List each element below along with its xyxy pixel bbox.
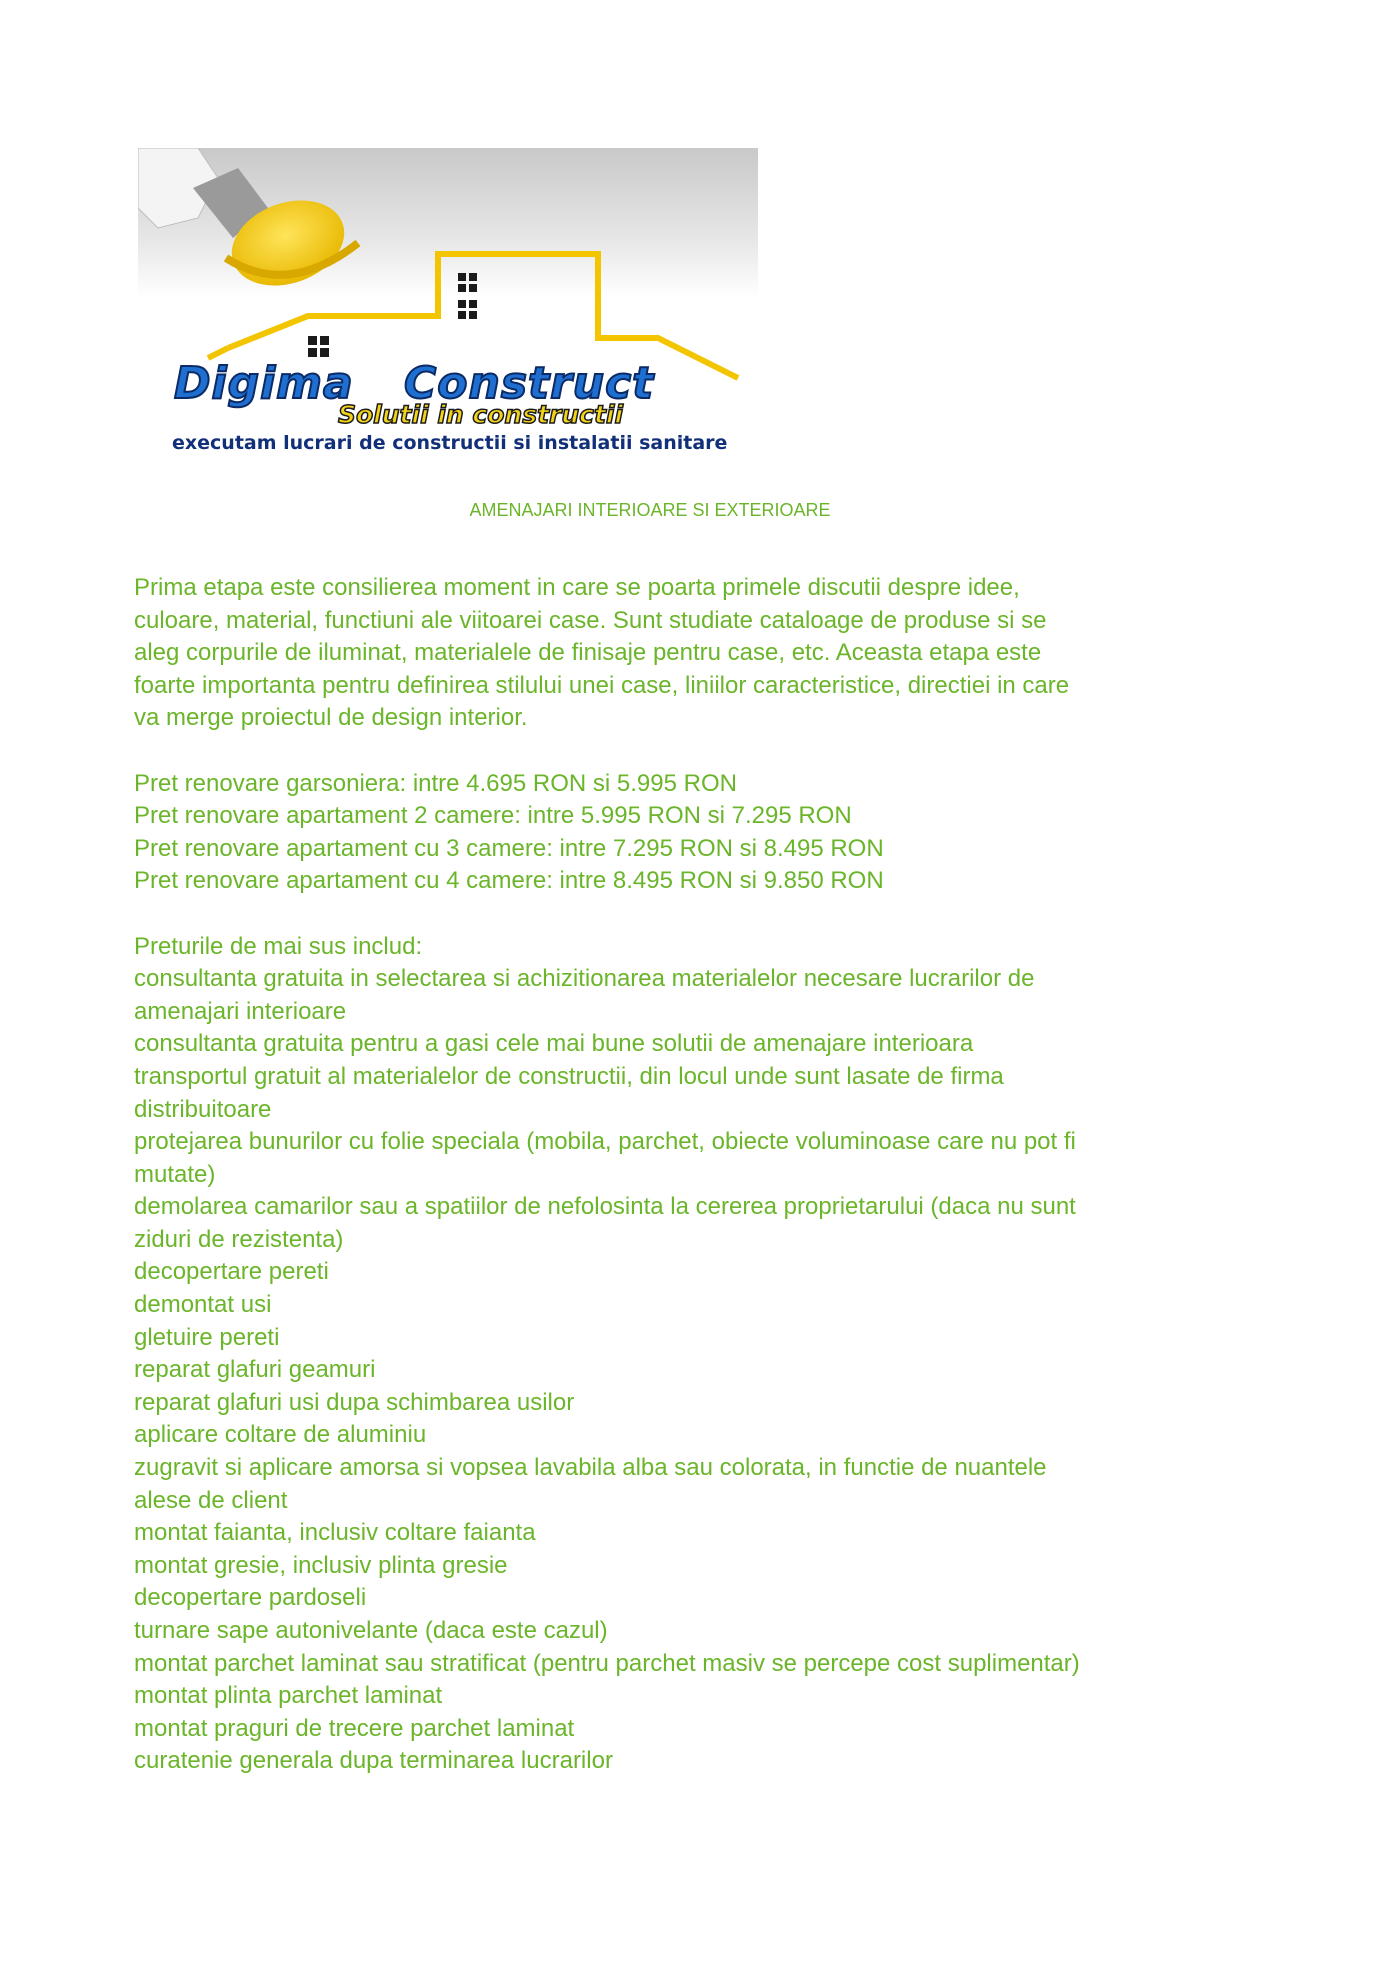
spacer	[134, 735, 1284, 768]
includes-item: gletuire pereti	[134, 1323, 280, 1351]
includes-item: amenajari interioare	[134, 997, 347, 1025]
intro-line: culoare, material, functiuni ale viitoarei case. Sunt studiate cataloage de produse si se	[134, 606, 1047, 634]
logo-text	[138, 148, 758, 468]
price-item: Pret renovare apartament 2 camere: intre 5.995 RON si 7.295 RON	[134, 802, 852, 830]
includes-item: montat plinta parchet laminat	[134, 1682, 443, 1710]
logo-services-tagline: executam lucrari de constructii si instalatii sanitare	[172, 432, 728, 454]
includes-item: consultanta gratuita in selectarea si achizitionarea materialelor necesare lucrarilor de	[134, 965, 1035, 993]
includes-item: demolarea camarilor sau a spatiilor de nefolosinta la cererea proprietarului (daca nu sunt	[134, 1193, 1076, 1221]
price-item: Pret renovare apartament cu 4 camere: intre 8.495 RON si 9.850 RON	[134, 867, 884, 895]
includes-item: reparat glafuri usi dupa schimbarea usilor	[134, 1388, 575, 1416]
includes-item: distribuitoare	[134, 1095, 272, 1123]
includes-item: turnare sape autonivelante (daca este cazul)	[134, 1617, 608, 1644]
price-item: Pret renovare garsoniera: intre 4.695 RON si 5.995 RON	[134, 769, 737, 797]
includes-item: decopertare pereti	[134, 1258, 329, 1286]
includes-item: decopertare pardoseli	[134, 1584, 367, 1612]
includes-item: curatenie generala dupa terminarea lucrarilor	[134, 1747, 613, 1775]
logo-slogan: Solutii in constructii	[338, 400, 624, 429]
includes-item: mutate)	[134, 1160, 216, 1188]
intro-line: foarte importanta pentru definirea stilului unei case, liniilor caracteristice, directiei in care	[134, 671, 1070, 699]
intro-paragraph	[134, 572, 1284, 735]
includes-item: montat gresie, inclusiv plinta gresie	[134, 1551, 508, 1579]
includes-item: montat faianta, inclusiv coltare faianta	[134, 1519, 536, 1547]
company-logo	[138, 148, 758, 468]
includes-item: montat parchet laminat sau stratificat (pentru parchet masiv se percepe cost suplimentar)	[134, 1649, 1080, 1677]
price-item: Pret renovare apartament cu 3 camere: intre 7.295 RON si 8.495 RON	[134, 834, 884, 862]
spacer	[134, 898, 1284, 931]
includes-item: reparat glafuri geamuri	[134, 1356, 376, 1384]
includes-item: protejarea bunurilor cu folie speciala (mobila, parchet, obiecte voluminoase care nu pot fi	[134, 1128, 1076, 1156]
document-body	[134, 572, 1284, 1778]
intro-line: Prima etapa este consilierea moment in care se poarta primele discutii despre idee,	[134, 574, 1020, 601]
includes-item: aplicare coltare de aluminiu	[134, 1421, 427, 1449]
logo-brand-first: Digima	[174, 358, 354, 409]
includes-item: demontat usi	[134, 1291, 272, 1319]
includes-item: montat praguri de trecere parchet laminat	[134, 1714, 575, 1742]
page-heading: AMENAJARI INTERIOARE SI EXTERIOARE	[469, 500, 831, 520]
intro-line: va merge proiectul de design interior.	[134, 704, 528, 732]
includes-item: zugravit si aplicare amorsa si vopsea lavabila alba sau colorata, in functie de nuantele	[134, 1454, 1047, 1482]
includes-item: ziduri de rezistenta)	[134, 1225, 344, 1253]
includes-item: transportul gratuit al materialelor de constructii, din locul unde sunt lasate de firma	[134, 1062, 1004, 1090]
includes-item: consultanta gratuita pentru a gasi cele mai bune solutii de amenajare interioara	[134, 1030, 974, 1058]
intro-line: aleg corpurile de iluminat, materialele de finisaje pentru case, etc. Aceasta etapa este	[134, 639, 1042, 667]
includes-list	[134, 931, 1284, 1778]
includes-title: Preturile de mai sus includ:	[134, 932, 423, 960]
logo-brand-second: Construct	[404, 358, 655, 409]
includes-item: alese de client	[134, 1486, 288, 1514]
price-list	[134, 768, 1284, 898]
